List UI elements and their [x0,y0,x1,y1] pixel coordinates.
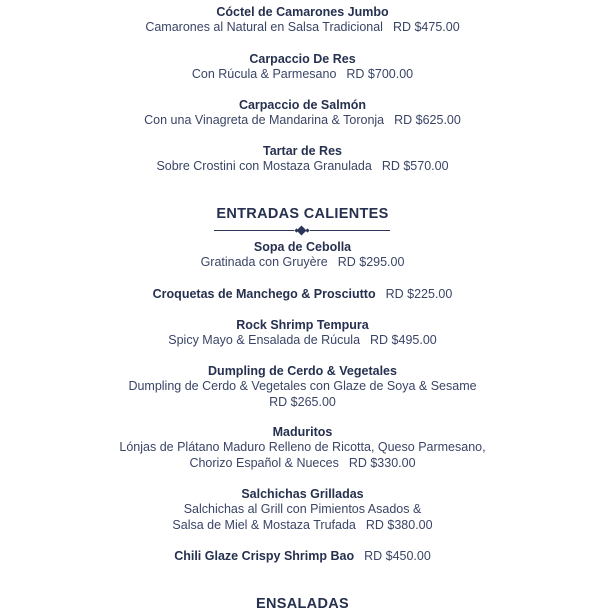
menu-item [0,98,605,129]
item-desc-text: Sobre Crostini con Mostaza Granulada [156,159,372,173]
item-name: Carpaccio De Res [249,52,356,66]
item-description: Lónjas de Plátano Maduro Relleno de Ricotta, Queso Parmesano, [119,440,486,454]
item-desc-text: Con Rúcula & Parmesano [191,67,337,81]
item-description [0,20,605,36]
item-price: RD $450.00 [364,549,431,563]
item-name: Maduritos [272,425,333,439]
item-name: Chili Glaze Crispy Shrimp Bao [174,549,355,563]
item-desc-text: Chorizo Español & Nueces [189,455,339,470]
item-description [0,333,605,349]
item-description-2 [0,518,605,534]
menu-item [0,287,605,303]
section-title: ENTRADAS CALIENTES [216,206,389,222]
menu-item [0,5,605,36]
item-price: RD $625.00 [394,113,461,127]
item-price: RD $380.00 [365,517,433,532]
menu-item [0,240,605,271]
menu-item [0,144,605,175]
item-description-2 [0,456,605,472]
item-name: Croquetas de Manchego & Prosciutto [152,287,376,301]
item-name: Tartar de Res [263,144,342,158]
menu-item [0,549,605,565]
item-line [0,287,605,303]
menu-item [0,318,605,349]
item-description: Dumpling de Cerdo & Vegetales con Glaze de Soya & Sesame [128,379,477,393]
item-price: RD $330.00 [348,455,416,470]
section-title: ENSALADAS [256,596,349,612]
item-name: Salchichas Grilladas [241,487,364,501]
item-price: RD $570.00 [381,159,449,173]
item-name: Sopa de Cebolla [253,240,352,254]
item-desc-text: Con una Vinagreta de Mandarina & Toronja [144,113,385,127]
menu-item [0,487,605,533]
item-desc-text: Spicy Mayo & Ensalada de Rúcula [168,333,361,347]
item-price: RD $225.00 [385,287,453,301]
ornamental-divider [214,226,390,236]
item-name: Dumpling de Cerdo & Vegetales [208,364,397,378]
item-desc-text: Camarones al Natural en Salsa Tradicional [145,20,383,34]
item-line [0,549,605,565]
item-description [0,67,605,83]
item-description [0,255,605,271]
item-desc-text: Gratinada con Gruyère [200,255,328,269]
item-price: RD $295.00 [337,255,405,269]
item-name: Carpaccio de Salmón [238,98,367,112]
item-price: RD $475.00 [392,20,460,34]
item-price: RD $700.00 [346,67,414,81]
menu-item [0,425,605,471]
item-desc-text: Salsa de Miel & Mostaza Trufada [172,517,356,532]
item-price: RD $265.00 [269,394,336,409]
item-description [0,159,605,175]
menu-item [0,52,605,83]
item-price: RD $495.00 [370,333,437,347]
item-name: Rock Shrimp Tempura [236,318,369,332]
item-name: Cóctel de Camarones Jumbo [216,5,389,19]
menu-item [0,364,605,410]
item-description: Salchichas al Grill con Pimientos Asados & [183,502,422,516]
item-description [0,113,605,129]
